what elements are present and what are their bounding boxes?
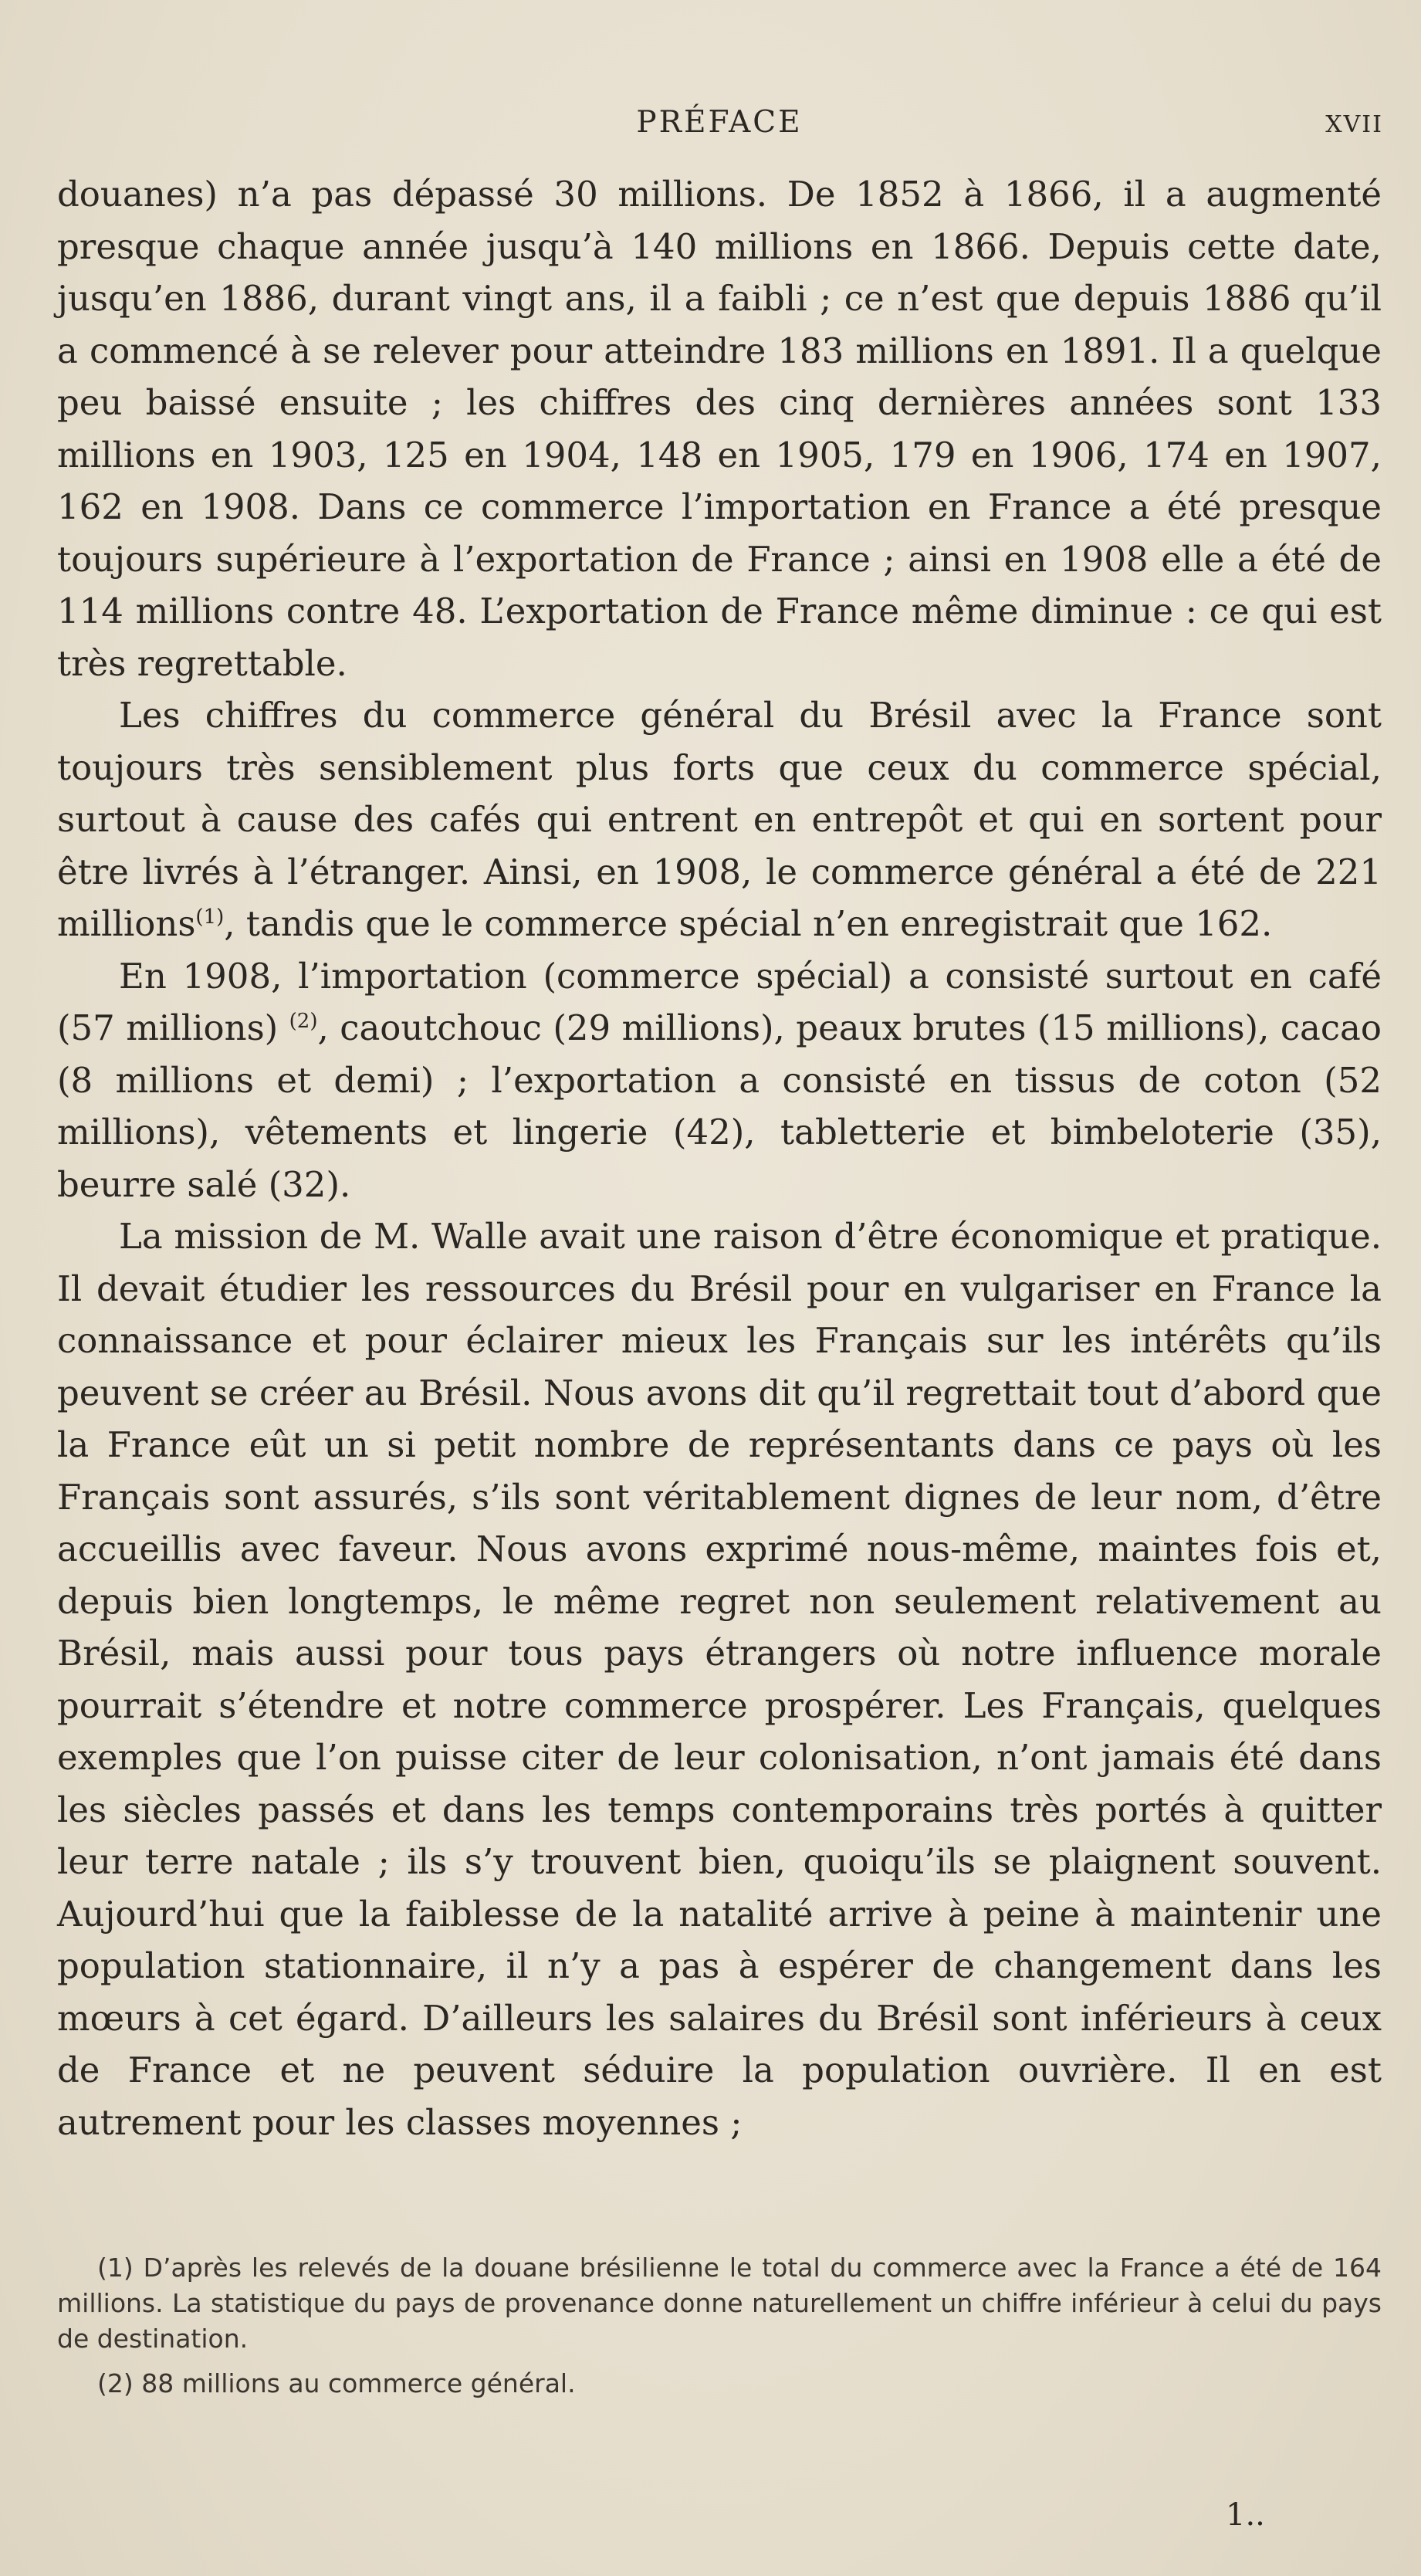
- footnote-1-text: D’après les relevés de la douane brésilienne le total du commerce avec la France a été de 164 millions. La statistique du pays de provenance donne naturellement un chiffre inférieur à celui du pays de destination.: [57, 2253, 1382, 2354]
- paragraph-3: [57, 950, 1382, 1211]
- running-title: PRÉFACE: [636, 105, 803, 140]
- paragraph-2: [57, 689, 1382, 950]
- paragraph-4: La mission de M. Walle avait une raison d’être économique et pratique. Il devait étudier les ressources du Brésil pour en vulgariser en France la connaissance et pour éclairer mieux les Français sur les intérêts qu’ils peuvent se créer au Brésil. Nous avons dit qu’il regrettait tout d’abord que la France eût un si petit nombre de représentants dans ce pays où les Français sont assurés, s’ils sont véritablement dignes de leur nom, d’être accueillis avec faveur. Nous avons exprimé nous-même, maintes fois et, depuis bien longtemps, le même regret non seulement relativement au Brésil, mais aussi pour tous pays étrangers où notre influence morale pourrait s’étendre et notre commerce prospérer. Les Français, quelques exemples que l’on puisse citer de leur colonisation, n’ont jamais été dans les siècles passés et dans les temps contemporains très portés à quitter leur terre natale ; ils s’y trouvent bien, quoiqu’ils se plaignent souvent. Aujourd’hui que la faiblesse de la natalité arrive à peine à maintenir une population stationnaire, il n’y a pas à espérer de changement dans les mœurs à cet égard. D’ailleurs les salaires du Brésil sont inférieurs à ceux de France et ne peuvent séduire la population ouvrière. Il en est autrement pour les classes moyennes ;: [57, 1216, 1382, 2143]
- footnote-2: [57, 2366, 1382, 2402]
- page-header: [56, 102, 1383, 148]
- paragraph-2-tail: , tandis que le commerce spécial n’en enregistrait que 162.: [224, 903, 1273, 944]
- signature-mark: 1..: [1226, 2497, 1265, 2533]
- page-number: XVII: [1325, 111, 1383, 138]
- footnote-1: [57, 2250, 1382, 2357]
- paragraph-1: douanes) n’a pas dépassé 30 millions. De 1852 à 1866, il a augmenté presque chaque année jusqu’à 140 millions en 1866. Depuis cette date, jusqu’en 1886, durant vingt ans, il a faibli ; ce n’est que depuis 1886 qu’il a commencé à se relever pour atteindre 183 millions en 1891. Il a quelque peu baissé ensuite ; les chiffres des cinq dernières années sont 133 millions en 1903, 125 en 1904, 148 en 1905, 179 en 1906, 174 en 1907, 162 en 1908. Dans ce commerce l’importation en France a été presque toujours supérieure à l’exportation de France ; ainsi en 1908 elle a été de 114 millions contre 48. L’exportation de France même diminue : ce qui est très regrettable.: [57, 174, 1382, 684]
- paragraph-2-text: Les chiffres du commerce général du Brésil avec la France sont toujours très sensiblement plus forts que ceux du commerce spécial, surtout à cause des cafés qui entrent en entrepôt et qui en sortent pour être livrés à l’étranger. Ainsi, en 1908, le commerce général a été de 221 millions: [57, 695, 1382, 944]
- paragraph-3-text: En 1908, l’importation (commerce spécial) a consisté surtout en café (57 millions): [57, 955, 1382, 1048]
- footnote-2-text: 88 millions au commerce général.: [141, 2368, 576, 2398]
- footnote-2-marker: (2): [97, 2368, 134, 2398]
- body-text: [57, 168, 1382, 2148]
- footnote-1-marker: (1): [97, 2253, 134, 2283]
- paragraph-3-tail: , caoutchouc (29 millions), peaux brutes (15 millions), cacao (8 millions et demi) ; l’exportation a consisté en tissus de coton (52 millions), vêtements et lingerie (42), tabletterie et bimbeloterie (35), beurre salé (32).: [57, 1007, 1382, 1205]
- footnotes: [57, 2250, 1382, 2411]
- footnote-ref-2: (2): [289, 1010, 318, 1033]
- footnote-ref-1: (1): [195, 905, 225, 929]
